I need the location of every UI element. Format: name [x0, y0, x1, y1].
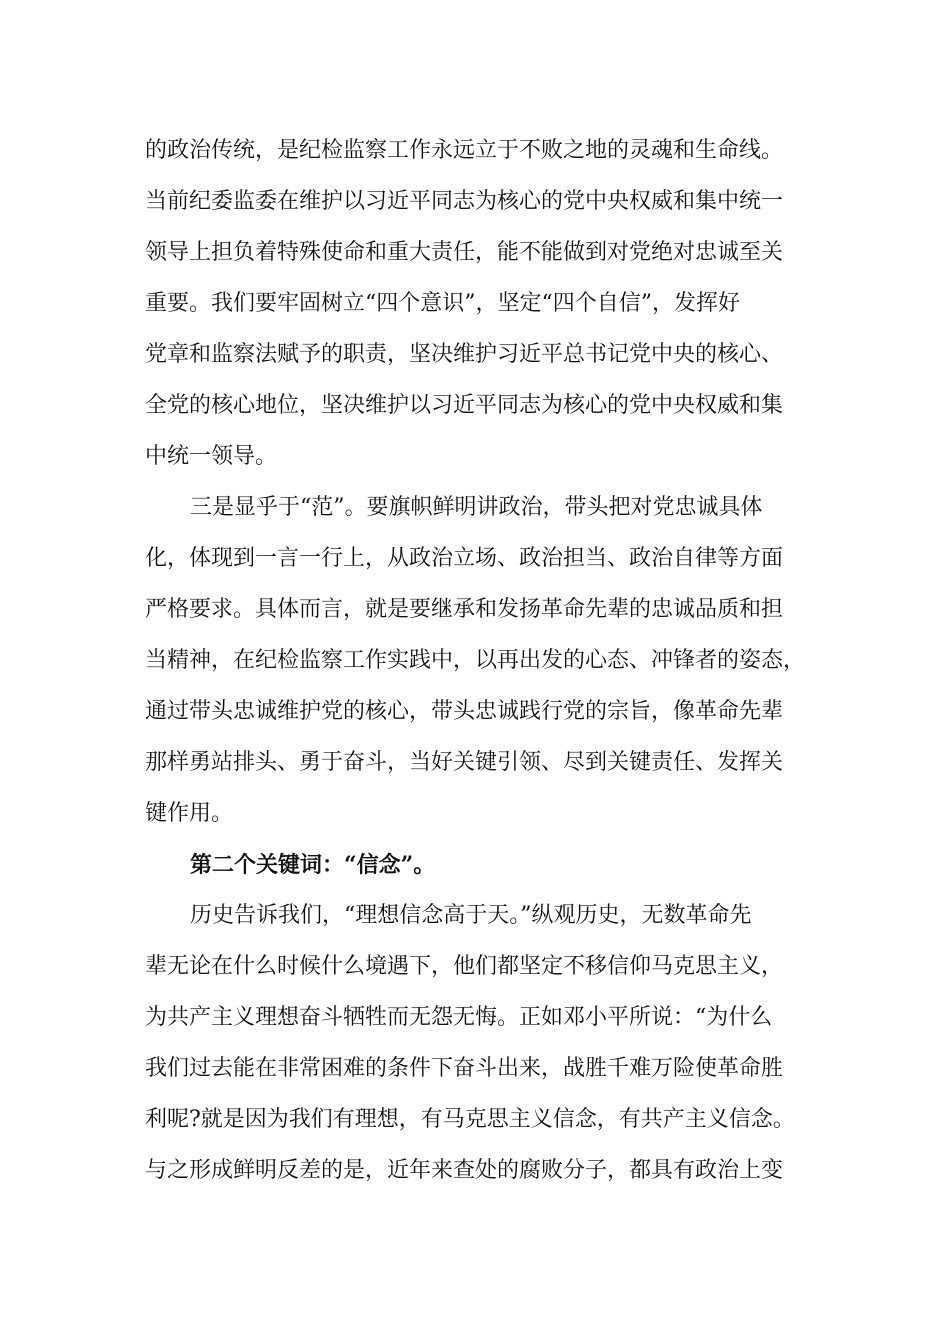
text-line: 为共产主义理想奋斗牺牲而无怨无悔。正如邓小平所说：“为什么 — [145, 1005, 773, 1030]
text-line: 通过带头忠诚维护党的核心，带头忠诚践行党的宗旨，像革命先辈 — [145, 699, 784, 724]
text-line: 那样勇站排头、勇于奋斗，当好关键引领、尽到关键责任、发挥关 — [145, 750, 784, 775]
text-line: 当前纪委监委在维护以习近平同志为核心的党中央权威和集中统一 — [145, 189, 784, 214]
paragraph-start-line: 三是显乎于“范”。要旗帜鲜明讲政治，带头把对党忠诚具体 — [190, 495, 763, 520]
text-line: 辈无论在什么时候什么境遇下，他们都坚定不移信仰马克思主义， — [145, 954, 784, 979]
text-line: 的政治传统，是纪检监察工作永远立于不败之地的灵魂和生命线。 — [145, 138, 784, 163]
paragraph-start-line: 历史告诉我们，“理想信念高于天。”纵观历史，无数革命先 — [190, 903, 752, 928]
text-line: 全党的核心地位，坚决维护以习近平同志为核心的党中央权威和集 — [145, 393, 784, 418]
text-line: 严格要求。具体而言，就是要继承和发扬革命先辈的忠诚品质和担 — [145, 597, 784, 622]
text-line: 利呢?就是因为我们有理想，有马克思主义信念，有共产主义信念。 — [145, 1107, 795, 1132]
text-line: 键作用。 — [145, 801, 234, 826]
text-line: 当精神，在纪检监察工作实践中，以再出发的心态、冲锋者的姿态， — [145, 648, 806, 673]
text-line: 中统一领导。 — [145, 444, 278, 469]
text-line: 领导上担负着特殊使命和重大责任，能不能做到对党绝对忠诚至关 — [145, 240, 784, 265]
text-line: 与之形成鲜明反差的是，近年来查处的腐败分子，都具有政治上变 — [145, 1158, 784, 1183]
section-heading: 第二个关键词：“信念”。 — [190, 852, 436, 878]
text-line: 化，体现到一言一行上，从政治立场、政治担当、政治自律等方面 — [145, 546, 784, 571]
text-line: 党章和监察法赋予的职责，坚决维护习近平总书记党中央的核心、 — [145, 342, 784, 367]
text-line: 重要。我们要牢固树立“四个意识”，坚定“四个自信”，发挥好 — [145, 291, 740, 316]
text-line: 我们过去能在非常困难的条件下奋斗出来，战胜千难万险使革命胜 — [145, 1056, 784, 1081]
